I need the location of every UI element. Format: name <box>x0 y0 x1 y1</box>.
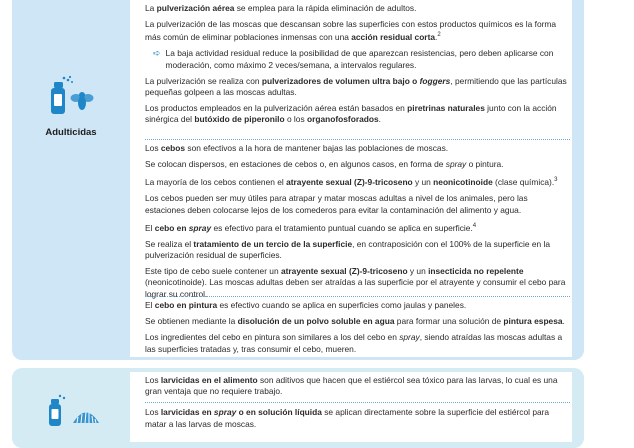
baits-p5: El cebo en spray es efectivo para el tratamiento puntual cuando se aplica en superficie.$^4$ <box>145 222 477 233</box>
baits-p1: Los cebos son efectivos a la hora de mantener bajas las poblaciones de moscas. <box>145 143 449 153</box>
larva-icon <box>72 408 100 424</box>
larvicides-p2: Los larvicidas en spray o en solución líquida se aplican directamente sobre la superficie del estiércol para matar a las larvas de moscas. <box>145 407 550 429</box>
paint-p3: Los ingredientes del cebo en pintura son similares a los del cebo en spray, siendo atraídas las moscas adultas a las superficies tratadas y, tras consumir el cebo, mueren. <box>145 332 563 354</box>
aerial-p2: La pulverización de las moscas que descansan sobre las superficies con estos productos químicos es la forma más común de eliminar poblaciones inmensas con una acción residual corta.$^2$ <box>145 19 557 43</box>
baits-p4: Los cebos pueden ser muy útiles para atrapar y matar moscas adultas a nivel de los animales, pero las estaciones deben colocarse lejos de los comederos para evitar la contaminación del alimento y agua. <box>145 193 528 215</box>
aerial-spraying-section <box>145 3 570 131</box>
aerial-p4: Los productos empleados en la pulverización aérea están basados en piretrinas naturales junto con la acción sinérgica del butóxido de piperonilo o los organofosforados. <box>145 103 557 125</box>
baits-section <box>145 143 570 305</box>
paint-p1: El cebo en pintura es efectivo cuando se aplica en superficies como jaulas y paneles. <box>145 300 467 310</box>
larvicides-section <box>145 375 570 435</box>
adulticides-label: Adulticidas <box>45 127 97 138</box>
aerial-p3: La pulverización se realiza con pulverizadores de volumen ultra bajo o foggers, permitiendo que las partículas pequeñas golpeen a las moscas adultas. <box>145 75 567 98</box>
baits-p2: Se colocan dispersos, en estaciones de cebos o, en algunos casos, en forma de spray o pintura. <box>145 159 504 170</box>
aerial-p1: La pulverización aérea se emplea para la rápida eliminación de adultos. <box>145 3 417 13</box>
baits-p7: Este tipo de cebo suele contener un atrayente sexual (Z)-9-tricoseno y un insecticida no repelente (neonicotinoide). Las moscas adultas deben ser atraídas a las superficie por el atrayente y consumir el cebo para lograr su control. <box>145 266 566 299</box>
fly-icon <box>70 90 94 112</box>
arrow-icon: ➪ <box>153 48 161 59</box>
section-divider <box>145 296 570 297</box>
paint-p2: Se obtienen mediante la disolución de un polvo soluble en agua para formar una solución de pintura espesa. <box>145 316 565 327</box>
paint-bait-section <box>145 300 570 360</box>
spray-can-icon <box>48 393 68 427</box>
baits-p3: La mayoría de los cebos contienen el atrayente sexual (Z)-9-tricoseno y un neonicotinoide (clase química).$^3$ <box>145 177 558 188</box>
aerial-note: ➪ La baja actividad residual reduce la posibilidad de que aparezcan resistencias, pero deben aplicarse con moderación, como máximo 2 veces/semana, a intervalos regulares. <box>153 48 554 70</box>
section-divider <box>145 402 570 403</box>
baits-p6: Se realiza el tratamiento de un tercio de la superficie, en contraposición con el 100% de la superficie en la pulverización residual de superficies. <box>145 238 550 261</box>
larvicides-p1: Los larvicidas en el alimento son aditivos que hacen que el estiércol sea tóxico para las larvas, lo cual es una gran ventaja que no requiere trabajo. <box>145 375 558 397</box>
section-divider <box>145 139 570 140</box>
